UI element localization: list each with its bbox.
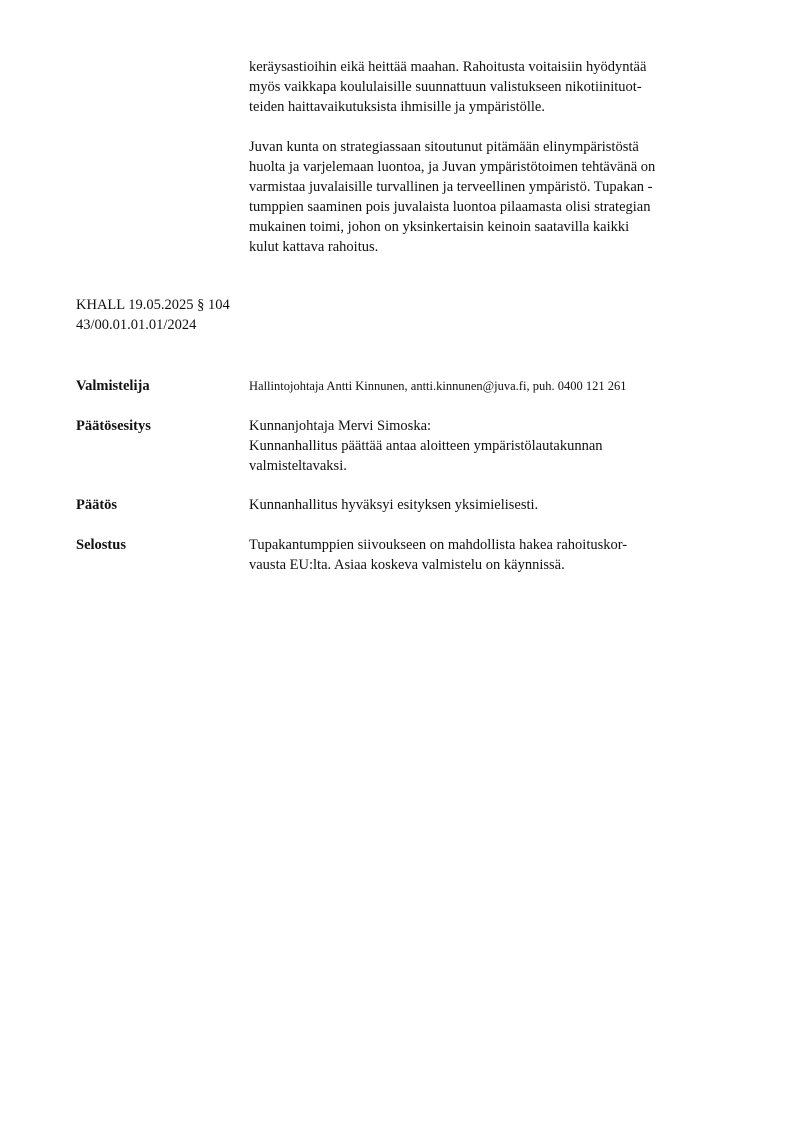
content-line: Kunnanhallitus päättää antaa aloitteen ympäristölautakunnan <box>249 438 603 454</box>
paragraph-line: mukainen toimi, johon on yksinkertaisin keinoin saatavilla kaikki <box>249 219 630 235</box>
section-content <box>249 376 749 396</box>
content-line: Kunnanhallitus hyväksyi esityksen yksimielisesti. <box>249 497 539 513</box>
paragraph-line: teiden haittavaikutuksista ihmisille ja ympäristölle. <box>249 99 545 115</box>
section-content <box>249 416 749 476</box>
content-line: valmisteltavaksi. <box>249 458 347 474</box>
paragraph-line: Juvan kunta on strategiassaan sitoutunut pitämään elinympäristöstä <box>249 139 639 155</box>
section-content <box>249 535 749 575</box>
strategy-paragraph <box>249 137 749 257</box>
paragraph-line: huolta ja varjelemaan luontoa, ja Juvan ympäristötoimen tehtävänä on <box>249 159 656 175</box>
paragraph-line: keräysastioihin eikä heittää maahan. Rahoitusta voitaisiin hyödyntää <box>249 59 647 75</box>
preparer-line: Hallintojohtaja Antti Kinnunen, antti.kinnunen@juva.fi, puh. 0400 121 261 <box>249 379 627 393</box>
section-label: Selostus <box>76 537 126 553</box>
content-line: Tupakantumppien siivoukseen on mahdollista hakea rahoituskor- <box>249 537 628 553</box>
paragraph-line: varmistaa juvalaisille turvallinen ja terveellinen ympäristö. Tupakan - <box>249 179 653 195</box>
paragraph-line: kulut kattava rahoitus. <box>249 239 379 255</box>
paragraph-line: myös vaikkapa koululaisille suunnattuun valistukseen nikotiinituot- <box>249 79 642 95</box>
section-label: Päätösesitys <box>76 418 151 434</box>
meeting-date-line: KHALL 19.05.2025 § 104 <box>76 297 230 313</box>
content-line: Kunnanjohtaja Mervi Simoska: <box>249 418 432 434</box>
meeting-reference <box>76 295 230 335</box>
record-number-line: 43/00.01.01.01/2024 <box>76 317 197 333</box>
content-line: vausta EU:lta. Asiaa koskeva valmistelu on käynnissä. <box>249 557 565 573</box>
section-label: Päätös <box>76 497 118 513</box>
section-label: Valmistelija <box>76 378 150 394</box>
continuation-paragraph <box>249 57 749 117</box>
paragraph-line: tumppien saaminen pois juvalaista luontoa pilaamasta olisi strategian <box>249 199 651 215</box>
section-content <box>249 495 749 515</box>
